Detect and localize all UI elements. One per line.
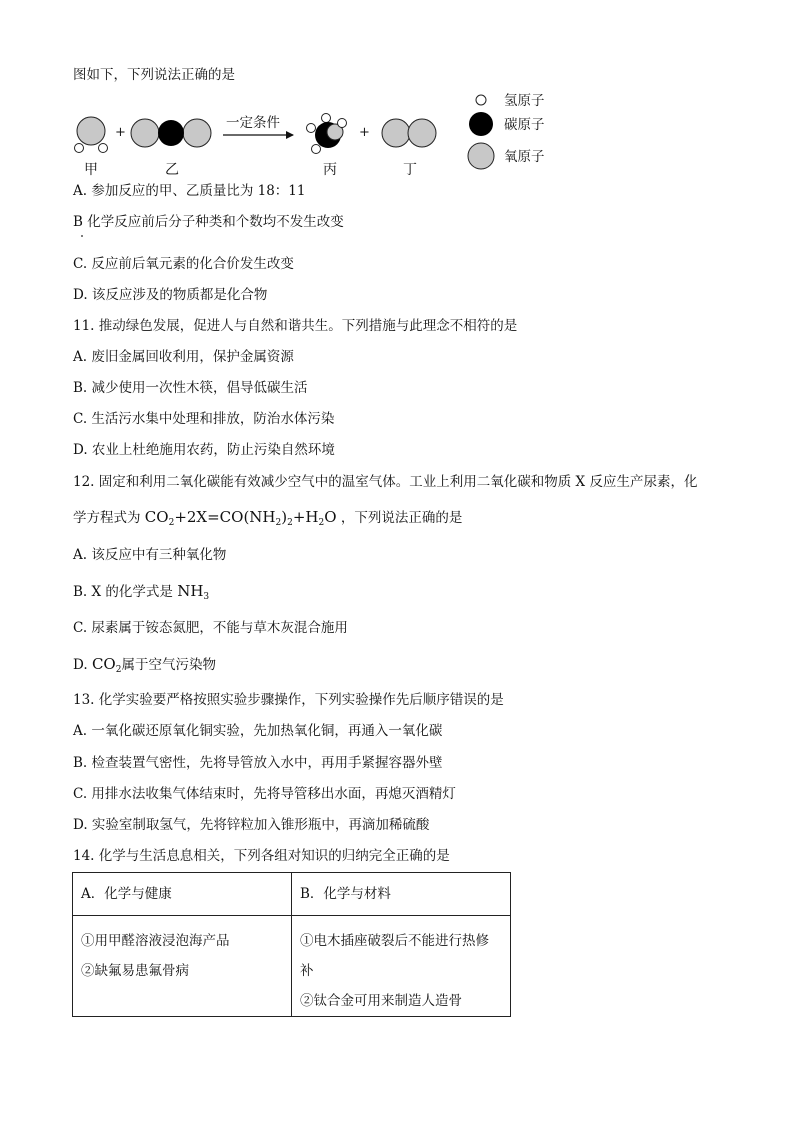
- q11-option-c: C. 生活污水集中处理和排放，防治水体污染: [73, 411, 335, 427]
- legend-carbon-icon: [469, 112, 493, 136]
- q10-option-c: C. 反应前后氧元素的化合价发生改变: [73, 256, 294, 272]
- q10-option-d: D. 该反应涉及的物质都是化合物: [73, 287, 268, 303]
- eq-sub-2b: 2: [275, 518, 282, 528]
- q11-option-d: D. 农业上杜绝施用农药，防止污染自然环境: [73, 442, 335, 458]
- legend: [468, 93, 545, 169]
- reaction-diagram: [70, 86, 570, 186]
- q12-b-formula: NH: [177, 582, 204, 600]
- legend-oxygen-icon: [468, 143, 494, 169]
- reaction-arrow-head: [286, 131, 294, 139]
- q13-option-c: C. 用排水法收集气体结束时，先将导管移出水面，再熄灭酒精灯: [73, 786, 456, 802]
- q12-option-d: [73, 655, 216, 679]
- q12-stem-prefix: 学方程式为: [73, 510, 145, 526]
- eq-sub-2d: 2: [318, 518, 325, 528]
- carbon-atom: [158, 120, 184, 146]
- q11-option-b: B. 减少使用一次性木筷，倡导低碳生活: [73, 380, 308, 396]
- plus-sign-2: +: [359, 125, 370, 140]
- molecule-ding: [382, 119, 436, 147]
- q12-d-prefix: D.: [73, 657, 92, 673]
- hydrogen-atom: [75, 144, 84, 153]
- eq-sub-2: 2: [168, 518, 175, 528]
- label-ding: 丁: [403, 162, 417, 178]
- q12-d-formula: CO: [91, 655, 116, 673]
- q12-d-text: 属于空气污染物: [121, 657, 216, 673]
- q14-table-cell-a: [73, 916, 292, 1017]
- oxygen-atom: [77, 117, 105, 145]
- q11-option-a: A. 废旧金属回收利用，保护金属资源: [73, 349, 294, 365]
- q14-b-item-1: ①电木插座破裂后不能进行热修补: [300, 933, 489, 979]
- oxygen-atom: [382, 119, 410, 147]
- q14-b-item-2: ②钛合金可用来制造人造骨: [300, 993, 462, 1009]
- legend-carbon-label: 碳原子: [504, 117, 545, 133]
- label-jia: 甲: [84, 162, 98, 178]
- oxygen-atom: [408, 119, 436, 147]
- eq-plus-h: +H: [292, 508, 319, 526]
- hydrogen-atom: [312, 145, 321, 154]
- q13-option-b: B. 检查装置气密性，先将导管放入水中，再用手紧握容器外壁: [73, 755, 443, 771]
- q10-option-b: B 化学反应前后分子种类和个数均不发生改变: [73, 214, 344, 230]
- q12-stem-suffix: ，下列说法正确的是: [340, 510, 463, 526]
- hydrogen-atom: [99, 144, 108, 153]
- q14-table-header-a: A．化学与健康: [73, 873, 292, 916]
- oxygen-atom: [183, 119, 211, 147]
- chemical-equation: [145, 508, 337, 526]
- q12-b-sub: 3: [203, 592, 210, 602]
- eq-paren: ): [281, 508, 288, 526]
- q11-stem: 11. 推动绿色发展，促进人与自然和谐共生。下列措施与此理念不相符的是: [73, 318, 518, 334]
- molecule-jia: [75, 117, 108, 153]
- intro-text: 图如下，下列说法正确的是: [73, 67, 235, 83]
- hydrogen-atom: [307, 124, 316, 133]
- label-yi: 乙: [165, 162, 179, 178]
- q12-option-b: [73, 582, 209, 606]
- q14-table-cell-b: [292, 916, 511, 1017]
- q14-table: [72, 872, 511, 1017]
- q14-stem: 14. 化学与生活息息相关，下列各组对知识的归纳完全正确的是: [73, 848, 450, 864]
- q12-stem-line2: [73, 508, 462, 532]
- plus-sign-1: +: [115, 125, 126, 140]
- q12-d-sub: 2: [115, 665, 122, 675]
- q12-option-c: C. 尿素属于铵态氮肥，不能与草木灰混合施用: [73, 620, 348, 636]
- q12-stem-line1: 12. 固定和利用二氧化碳能有效减少空气中的温室气体。工业上利用二氧化碳和物质 X 反应生产尿素，化: [73, 474, 698, 490]
- oxygen-atom: [131, 119, 159, 147]
- reaction-condition: 一定条件: [226, 115, 280, 131]
- stray-mark: [81, 235, 83, 237]
- q13-option-d: D. 实验室制取氢气，先将锌粒加入锥形瓶中，再滴加稀硫酸: [73, 817, 430, 833]
- legend-hydrogen-label: 氢原子: [504, 93, 545, 109]
- hydrogen-atom: [338, 119, 347, 128]
- molecule-bing: [307, 114, 347, 154]
- eq-mid: +2X=CO(NH: [174, 508, 276, 526]
- eq-co: CO: [144, 508, 169, 526]
- q13-stem: 13. 化学实验要严格按照实验步骤操作，下列实验操作先后顺序错误的是: [73, 692, 504, 708]
- eq-o: O: [324, 508, 337, 526]
- eq-sub-2c: 2: [287, 518, 293, 528]
- q14-a-item-1: ①用甲醛溶液浸泡海产品: [81, 933, 230, 949]
- q12-b-text: B. X 的化学式是: [73, 584, 178, 600]
- q12-option-a: A. 该反应中有三种氧化物: [73, 547, 227, 563]
- q10-option-a: A. 参加反应的甲、乙质量比为 18：11: [73, 183, 306, 199]
- q14-a-item-2: ②缺氟易患氟骨病: [81, 963, 189, 979]
- q14-table-header-b: B．化学与材料: [292, 873, 511, 916]
- label-bing: 丙: [323, 162, 337, 178]
- legend-hydrogen-icon: [476, 95, 486, 105]
- legend-oxygen-label: 氧原子: [504, 149, 545, 165]
- hydrogen-atom: [322, 114, 331, 123]
- q13-option-a: A. 一氧化碳还原氧化铜实验，先加热氧化铜，再通入一氧化碳: [73, 723, 443, 739]
- molecule-yi: [131, 119, 211, 147]
